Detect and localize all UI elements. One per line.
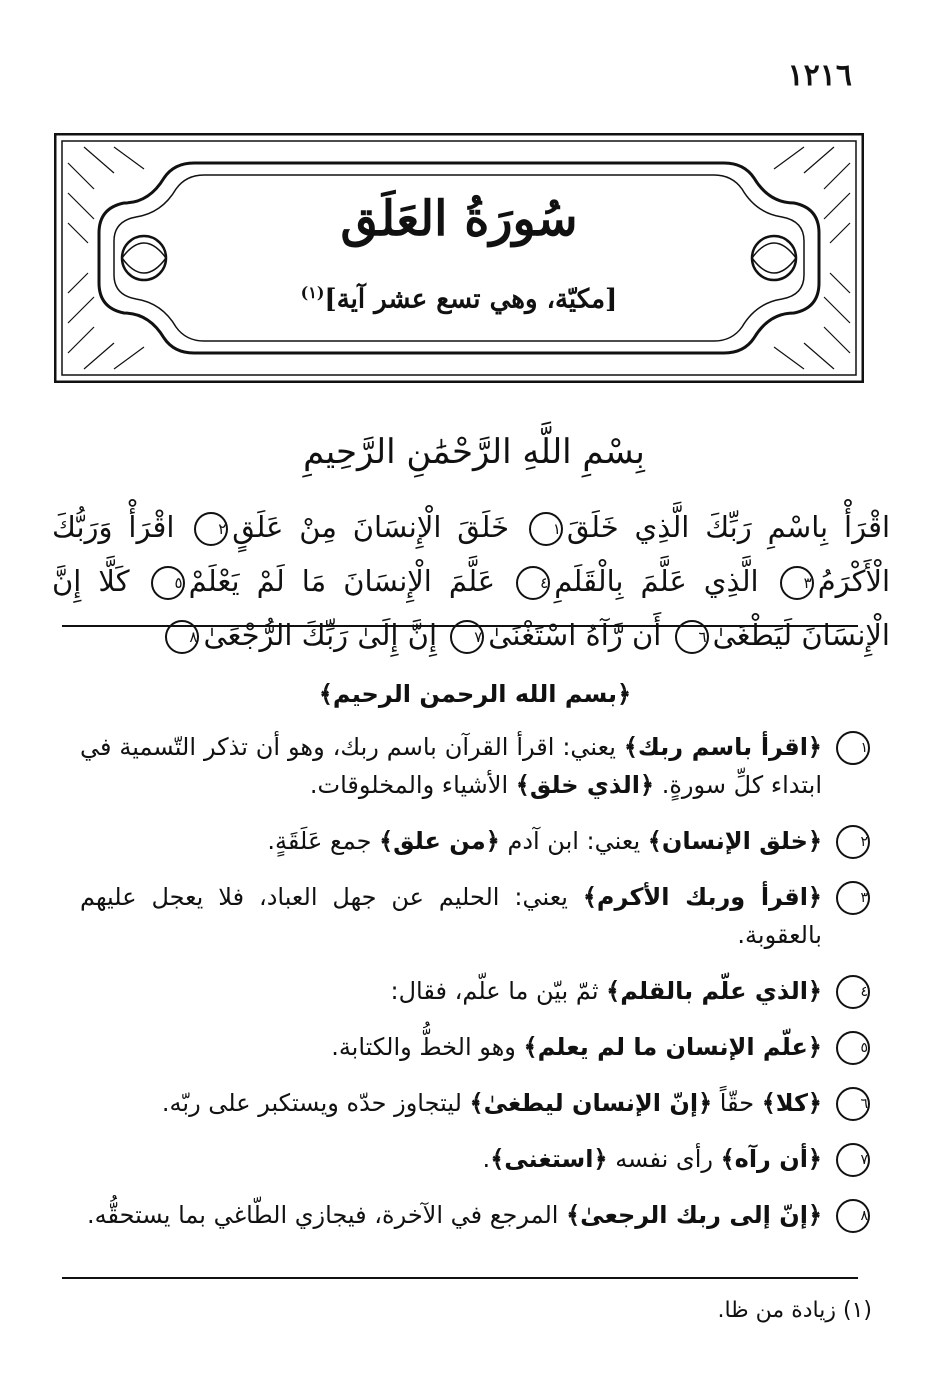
quote: ﴿الذي خلق﴾ [515,771,655,799]
commentary: ثمّ بيّن ما علّم، فقال: [390,977,607,1005]
verse-text: خَلَقَ الْإِنسَانَ مِنْ عَلَقٍ [232,510,510,544]
footnote [717,1298,872,1323]
divider [62,625,858,627]
verse-number-badge: ٦ [836,1087,870,1121]
quote: ﴿استغنى﴾ [490,1145,608,1173]
quote: ﴿إنّ إلى ربك الرجعىٰ﴾ [566,1201,822,1229]
footnote-number: (١) [842,1298,872,1323]
quote: ﴿الذي علّم بالقلم﴾ [606,977,822,1005]
commentary: يعني: الحليم عن جهل العباد، فلا يعجل عليهم بالعقوبة. [80,883,822,949]
verse-number-badge: ٣ [836,881,870,915]
commentary: رأى نفسه [607,1145,721,1173]
verse-number-marker: ٨ [165,620,199,654]
verse-number-badge: ٤ [836,975,870,1009]
verse-text: أَن رَّآهُ اسْتَغْنَىٰ [488,618,662,652]
quote: ﴿خلق الإنسان﴾ [647,827,822,855]
basmala-calligraphy: بِسْمِ اللَّهِ الرَّحْمَٰنِ الرَّحِيمِ [303,432,645,472]
tafsir-entry [80,822,870,860]
tafsir-entry [80,1084,870,1122]
verse-text: إِنَّ إِلَىٰ رَبِّكَ الرُّجْعَىٰ [203,618,438,652]
tafsir-section [80,680,870,1252]
commentary: ليتجاوز حدّه ويستكبر على ربّه. [161,1089,470,1117]
verse-number-marker: ٦ [675,620,709,654]
commentary: المرجع في الآخرة، فيجازي الطّاغي بما يستحقُّه. [87,1201,567,1229]
tafsir-entry [80,878,870,954]
verse-number-badge: ٧ [836,1143,870,1177]
tafsir-entry [80,972,870,1010]
verse-number-marker: ٧ [450,620,484,654]
verse-number-badge: ١ [836,731,870,765]
verse-number-badge: ٥ [836,1031,870,1065]
commentary: جمع عَلَقَةٍ. [267,827,380,855]
surah-header [54,133,864,383]
commentary: يعني: اقرأ القرآن باسم ربك، وهو أن تذكر التّسمية في ابتداء كلِّ سورةٍ. [80,733,822,799]
surah-title: سُورَةُ العَلَق [340,191,578,247]
quote: ﴿كلا﴾ [761,1089,822,1117]
footnote-text: زيادة من ظا. [717,1298,836,1323]
page-number: ١٢١٦ [787,58,852,93]
tafsir-heading: ﴿بسم الله الرحمن الرحيم﴾ [318,680,632,708]
tafsir-entry [80,728,870,804]
tafsir-entry [80,1028,870,1066]
quote: ﴿علّم الإنسان ما لم يعلم﴾ [523,1033,822,1061]
verse-number-marker: ٢ [194,512,228,546]
footnote-ref: (١) [300,283,325,302]
quran-verses [52,500,890,662]
commentary: الأشياء والمخلوقات. [309,771,516,799]
verse-number-marker: ١ [529,512,563,546]
verse-text: الَّذِي عَلَّمَ بِالْقَلَمِ [554,564,759,598]
footnote-divider [62,1277,858,1279]
quote: ﴿من علق﴾ [379,827,500,855]
verse-text: عَلَّمَ الْإِنسَانَ مَا لَمْ يَعْلَمْ [188,564,496,598]
quote: ﴿أن رآه﴾ [720,1145,822,1173]
quote: ﴿اقرأ وربك الأكرم﴾ [582,883,822,911]
quote: ﴿اقرأ باسم ربك﴾ [623,733,822,761]
verse-number-marker: ٤ [516,566,550,600]
verse-number-marker: ٥ [151,566,185,600]
verse-text: اقْرَأْ بِاسْمِ رَبِّكَ الَّذِي خَلَقَ [566,510,890,544]
commentary: وهو الخطُّ والكتابة. [331,1033,524,1061]
commentary: يعني: ابن آدم [499,827,648,855]
verse-number-badge: ٨ [836,1199,870,1233]
tafsir-entry [80,1196,870,1234]
commentary: . [482,1145,491,1173]
commentary: حقّاً [712,1089,762,1117]
verse-number-badge: ٢ [836,825,870,859]
verse-text: اقْرَأْ وَرَبُّكَ الْأَكْرَمُ [52,510,891,598]
surah-subtitle [54,283,864,315]
surah-subtitle-text: [مكيّة، وهي تسع عشر آية] [324,284,618,315]
verse-text: كَلَّا إِنَّ الْإِنسَانَ لَيَطْغَىٰ [52,564,890,652]
quote: ﴿إنّ الإنسان ليطغىٰ﴾ [469,1089,713,1117]
verse-number-marker: ٣ [780,566,814,600]
tafsir-entry [80,1140,870,1178]
